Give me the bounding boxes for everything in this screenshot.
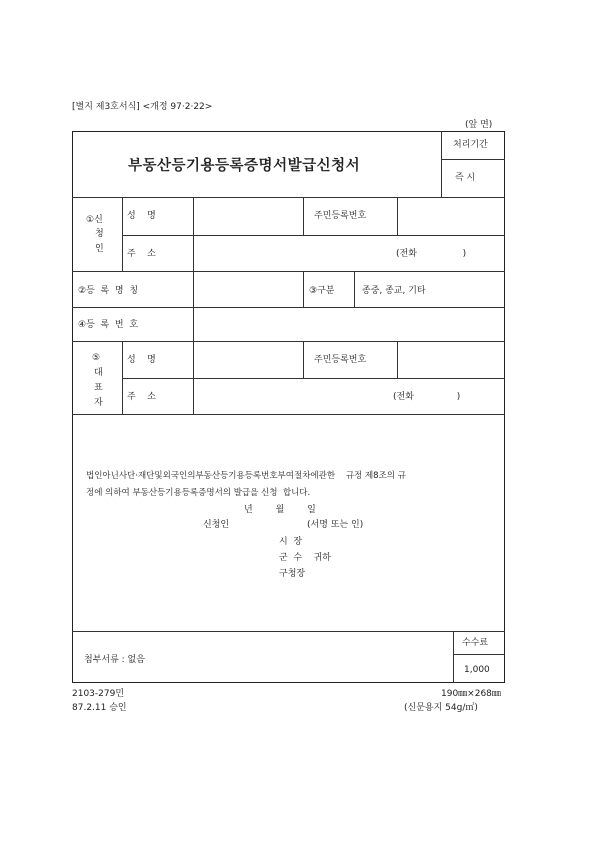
row-divider xyxy=(453,654,505,655)
col-divider xyxy=(303,341,304,378)
registration-number-label: ④등 록 번 호 xyxy=(78,320,139,330)
attachments-label: 첨부서류 : 없음 xyxy=(84,655,145,665)
fee-value: 1,000 xyxy=(464,665,490,675)
applicant-section-label: ①신 xyxy=(86,215,103,225)
col-divider xyxy=(303,197,304,235)
representative-section-char: 대 xyxy=(94,368,103,378)
form-title: 부동산등기용등록증명서발급신청서 xyxy=(128,158,361,174)
registration-number-field[interactable] xyxy=(194,308,504,340)
representative-rrn-label: 주민등록번호 xyxy=(314,355,367,365)
sign-or-seal-label: (서명 또는 인) xyxy=(307,520,364,530)
category-options: 종중, 종교, 기타 xyxy=(362,286,426,296)
applicant-rrn-field[interactable] xyxy=(398,198,504,234)
processing-period-value: 즉 시 xyxy=(455,173,476,183)
col-divider xyxy=(354,271,355,307)
applicant-name-field[interactable] xyxy=(194,198,302,234)
applicant-name-label: 성 명 xyxy=(127,211,156,221)
body-text-line: 정에 의하여 부동산등기용등록증명서의 발급을 신청 합니다. xyxy=(86,488,311,498)
col-divider xyxy=(303,271,304,307)
row-divider xyxy=(72,631,505,632)
page-side-label: (앞 면) xyxy=(465,120,493,130)
representative-section-label: ⑤ xyxy=(92,353,101,363)
fee-label: 수수료 xyxy=(462,638,489,648)
col-divider xyxy=(122,341,123,414)
col-divider xyxy=(453,631,454,683)
registration-name-label: ②등 록 명 칭 xyxy=(78,286,139,296)
paper-type: (신문용지 54g/㎡) xyxy=(404,703,478,713)
addressee-mayor: 시 장 xyxy=(279,537,303,547)
representative-phone-label: (전화 ) xyxy=(393,392,461,402)
col-divider xyxy=(441,131,442,197)
representative-name-field[interactable] xyxy=(194,342,302,377)
form-number: 2103-279민 xyxy=(72,689,125,699)
body-text-line: 법인아닌사단·재단및외국인의부동산등기용등록번호부여절차에관한 규정 제8조의 규 xyxy=(86,471,406,481)
representative-address-label: 주 소 xyxy=(127,392,156,402)
category-label: ③구분 xyxy=(309,286,335,296)
paper-size: 190㎜×268㎜ xyxy=(441,689,501,699)
row-divider xyxy=(441,159,505,160)
applicant-section-char: 인 xyxy=(95,244,104,254)
applicant-address-label: 주 소 xyxy=(127,249,156,259)
applicant-sign-label: 신청인 xyxy=(203,520,230,530)
processing-period-label: 처리기간 xyxy=(453,140,488,150)
row-divider xyxy=(72,414,505,415)
representative-rrn-field[interactable] xyxy=(398,342,504,377)
representative-name-label: 성 명 xyxy=(127,355,156,365)
form-reference: [별지 제3호서식] <개정 97·2·22> xyxy=(72,102,213,112)
approval-date: 87.2.11 승인 xyxy=(72,703,127,713)
col-divider xyxy=(122,197,123,271)
date-line: 년 월 일 xyxy=(244,505,316,515)
applicant-section-char: 청 xyxy=(95,229,104,239)
addressee-county: 군 수 귀하 xyxy=(279,553,331,563)
registration-name-field[interactable] xyxy=(194,272,302,306)
representative-section-char: 자 xyxy=(94,398,103,408)
applicant-phone-label: (전화 ) xyxy=(396,249,467,259)
applicant-rrn-label: 주민등록번호 xyxy=(314,211,367,221)
applicant-sign-field[interactable] xyxy=(235,518,305,532)
representative-section-char: 표 xyxy=(94,383,103,393)
addressee-district: 구청장 xyxy=(279,569,306,579)
